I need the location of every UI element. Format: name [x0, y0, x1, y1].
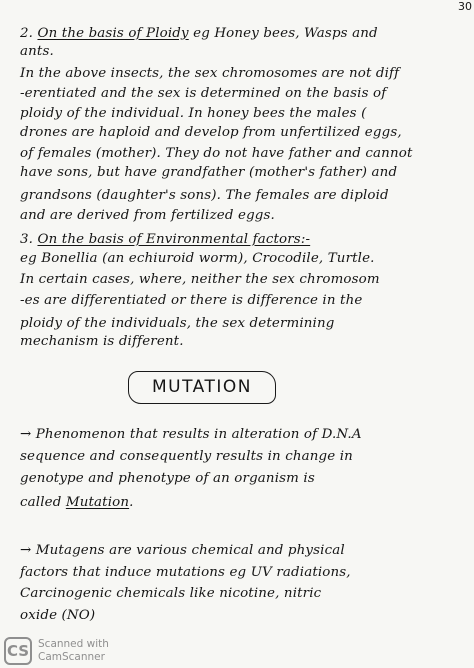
- text-line: [20, 316, 335, 332]
- line-text: have sons, but have grandfather (mother's father) and: [20, 165, 398, 180]
- line-text: and are derived from fertilized eggs.: [20, 208, 275, 223]
- mutation-heading-box: [128, 371, 276, 404]
- line-text: eg Bonellia (an echiuroid worm), Crocodile, Turtle.: [20, 251, 375, 266]
- line-text: grandsons (daughter's sons). The females are diploid: [20, 188, 389, 203]
- line-text: → Phenomenon that results in alteration of D.N.A: [20, 427, 362, 442]
- line-text: drones are haploid and develop from unfertilized eggs,: [20, 125, 402, 140]
- text-line: [20, 146, 412, 162]
- line-text: -erentiated and the sex is determined on the basis of: [20, 86, 387, 101]
- text-line: [20, 608, 95, 624]
- line-text: → Mutagens are various chemical and physical: [20, 543, 345, 558]
- line-text: factors that induce mutations eg UV radiations,: [20, 565, 351, 580]
- line-text: genotype and phenotype of an organism is: [20, 471, 315, 486]
- line-text: 3.: [20, 232, 38, 247]
- text-line: [20, 125, 402, 141]
- underlined-text: On the basis of Environmental factors:-: [37, 232, 311, 247]
- text-line: [20, 334, 184, 350]
- text-line: [20, 208, 275, 224]
- line-text: -es are differentiated or there is difference in the: [20, 293, 363, 308]
- underlined-text: Mutation: [65, 495, 130, 510]
- line-text: Carcinogenic chemicals like nicotine, nitric: [20, 586, 322, 601]
- text-line: [20, 471, 315, 487]
- line-text: mechanism is different.: [20, 334, 184, 349]
- line-text: .: [129, 495, 134, 510]
- underlined-text: On the basis of Ploidy: [37, 26, 189, 41]
- watermark-line-1: Scanned with: [38, 638, 109, 650]
- text-line: [20, 86, 386, 102]
- text-line: [20, 44, 54, 60]
- text-line: [20, 188, 389, 204]
- line-text: of females (mother). They do not have father and cannot: [20, 146, 413, 161]
- text-line: [20, 543, 345, 559]
- line-text: sequence and consequently results in change in: [20, 449, 353, 464]
- mutation-heading: MUTATION: [152, 377, 252, 397]
- text-line: [20, 106, 367, 122]
- camscanner-logo-icon: CS: [4, 637, 32, 665]
- text-line: [20, 449, 353, 465]
- text-line: [20, 495, 134, 511]
- watermark-line-2: CamScanner: [38, 651, 105, 663]
- line-text: 2.: [20, 26, 38, 41]
- text-line: [20, 26, 378, 42]
- text-line: [20, 251, 375, 267]
- line-text: eg Honey bees, Wasps and: [188, 26, 378, 41]
- text-line: [20, 586, 321, 602]
- line-text: In the above insects, the sex chromosomes are not diff: [20, 66, 400, 81]
- line-text: ants.: [20, 44, 54, 59]
- text-line: [20, 293, 362, 309]
- camscanner-watermark: [4, 635, 134, 667]
- text-line: [20, 272, 380, 288]
- page-number: 30: [458, 0, 472, 13]
- line-text: ploidy of the individual. In honey bees the males (: [20, 106, 367, 121]
- text-line: [20, 165, 397, 181]
- line-text: called: [20, 495, 66, 510]
- text-line: [20, 232, 310, 248]
- line-text: ploidy of the individuals, the sex determining: [20, 316, 335, 331]
- text-line: [20, 565, 351, 581]
- text-line: [20, 427, 362, 443]
- line-text: In certain cases, where, neither the sex chromosom: [20, 272, 380, 287]
- line-text: oxide (NO): [20, 608, 96, 623]
- text-line: [20, 66, 399, 82]
